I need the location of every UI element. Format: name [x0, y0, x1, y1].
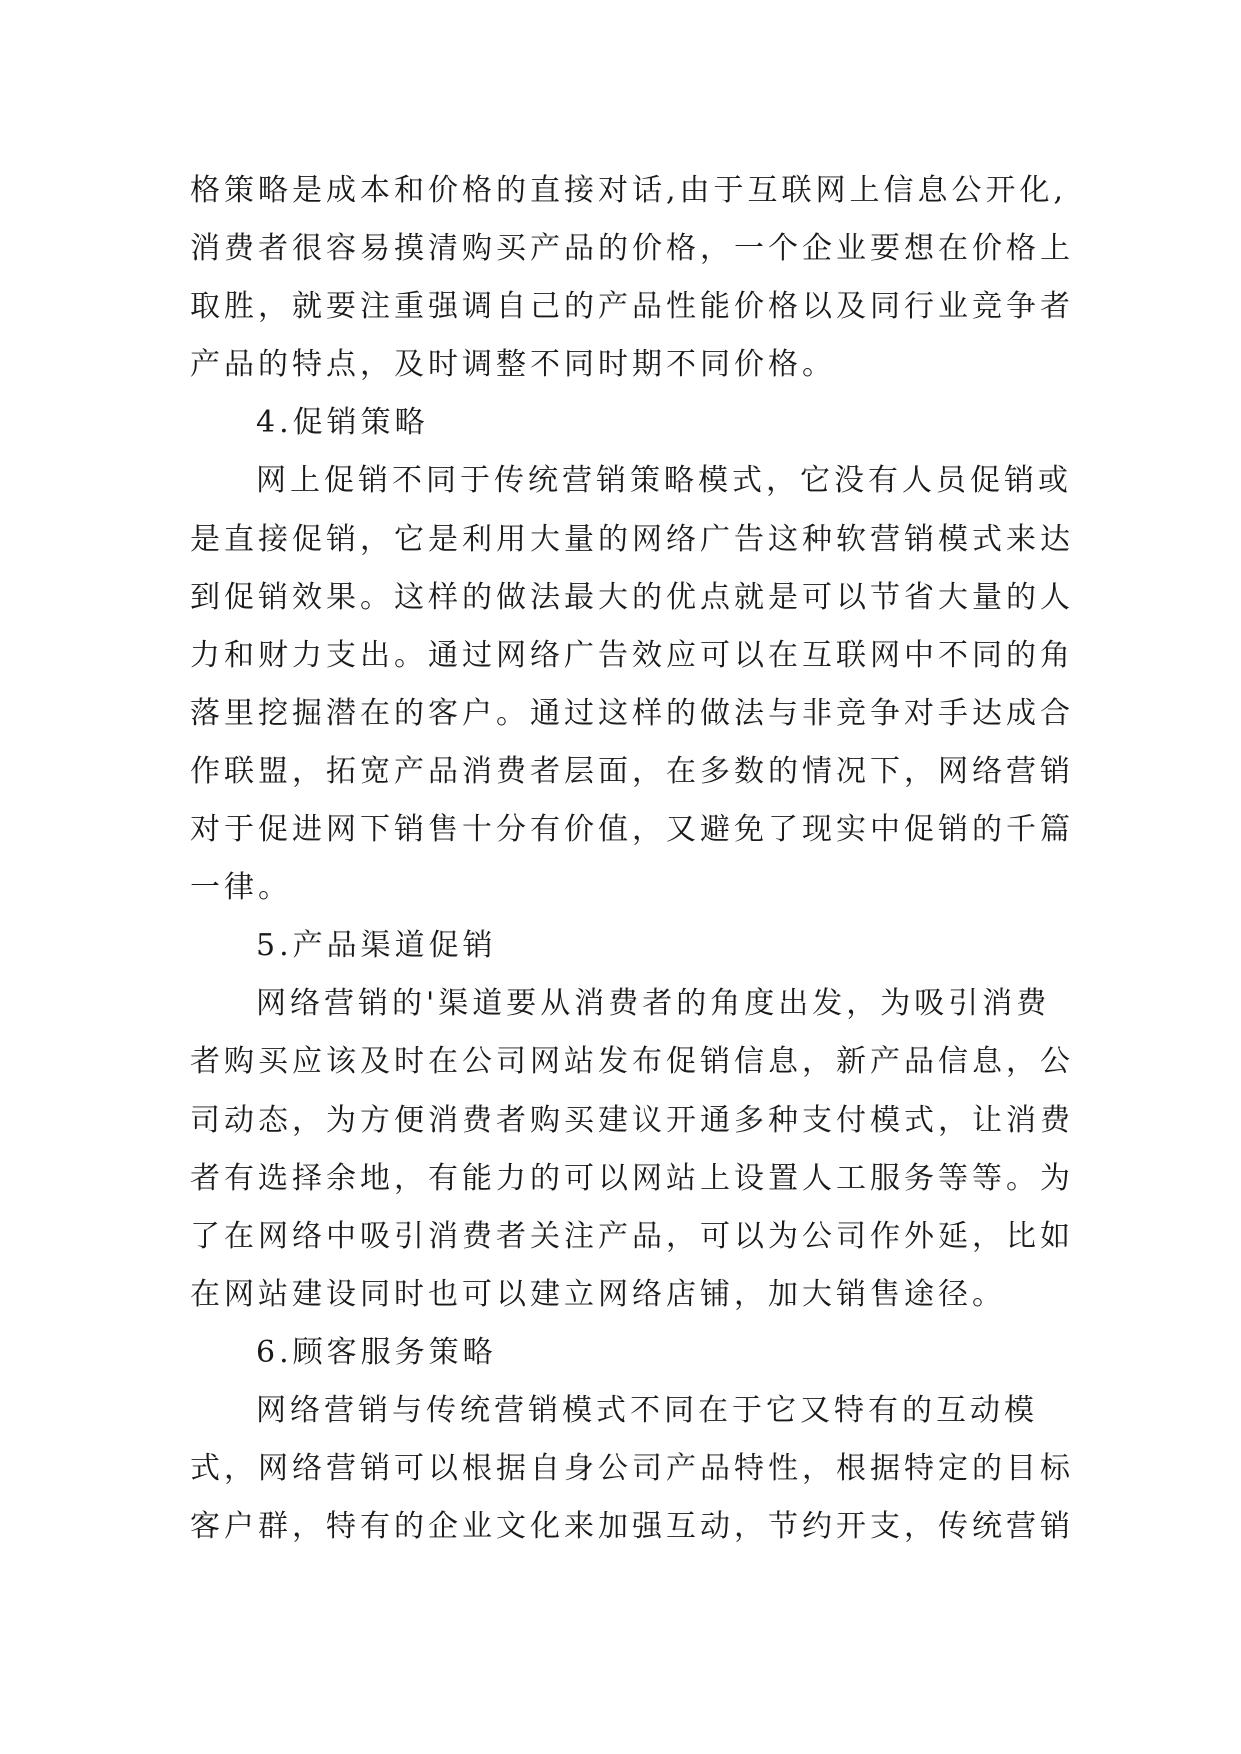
text-line: 落里挖掘潜在的客户。通过这样的做法与非竞争对手达成合: [190, 695, 1074, 731]
text-line: 是直接促销，它是利用大量的网络广告这种软营销模式来达: [190, 521, 1074, 557]
section-heading: 4.促销策略: [256, 405, 429, 441]
text-line: 者有选择余地，有能力的可以网站上设置人工服务等等。为: [190, 1160, 1074, 1196]
text-line: 产品的特点，及时调整不同时期不同价格。: [190, 347, 836, 383]
section-heading: 6.顾客服务策略: [256, 1334, 497, 1370]
text-line: 了在网络中吸引消费者关注产品，可以为公司作外延，比如: [190, 1218, 1074, 1254]
section-heading: 5.产品渠道促销: [256, 928, 497, 964]
text-line: 格策略是成本和价格的直接对话,由于互联网上信息公开化,: [190, 173, 1068, 208]
text-line: 客户群，特有的企业文化来加强互动，节约开支，传统营销: [190, 1509, 1074, 1545]
text-line: 式，网络营销可以根据自身公司产品特性，根据特定的目标: [190, 1451, 1074, 1487]
text-line: 一律。: [190, 870, 292, 906]
text-line: 网络营销与传统营销模式不同在于它又特有的互动模: [256, 1392, 1038, 1428]
text-line: 网络营销的'渠道要从消费者的角度出发，为吸引消费: [256, 986, 1051, 1022]
text-line: 在网站建设同时也可以建立网络店铺，加大销售途径。: [190, 1276, 1006, 1312]
text-line: 取胜，就要注重强调自己的产品性能价格以及同行业竞争者: [190, 289, 1074, 325]
text-line: 到促销效果。这样的做法最大的优点就是可以节省大量的人: [190, 579, 1074, 615]
text-line: 司动态，为方便消费者购买建议开通多种支付模式，让消费: [190, 1102, 1074, 1138]
text-line: 者购买应该及时在公司网站发布促销信息，新产品信息，公: [190, 1044, 1074, 1080]
text-line: 作联盟，拓宽产品消费者层面，在多数的情况下，网络营销: [190, 753, 1074, 789]
text-line: 对于促进网下销售十分有价值，又避免了现实中促销的千篇: [190, 812, 1074, 848]
text-line: 消费者很容易摸清购买产品的价格，一个企业要想在价格上: [190, 231, 1074, 267]
text-line: 网上促销不同于传统营销策略模式，它没有人员促销或: [256, 463, 1072, 499]
text-line: 力和财力支出。通过网络广告效应可以在互联网中不同的角: [190, 637, 1074, 673]
body-text: [190, 162, 1090, 1556]
